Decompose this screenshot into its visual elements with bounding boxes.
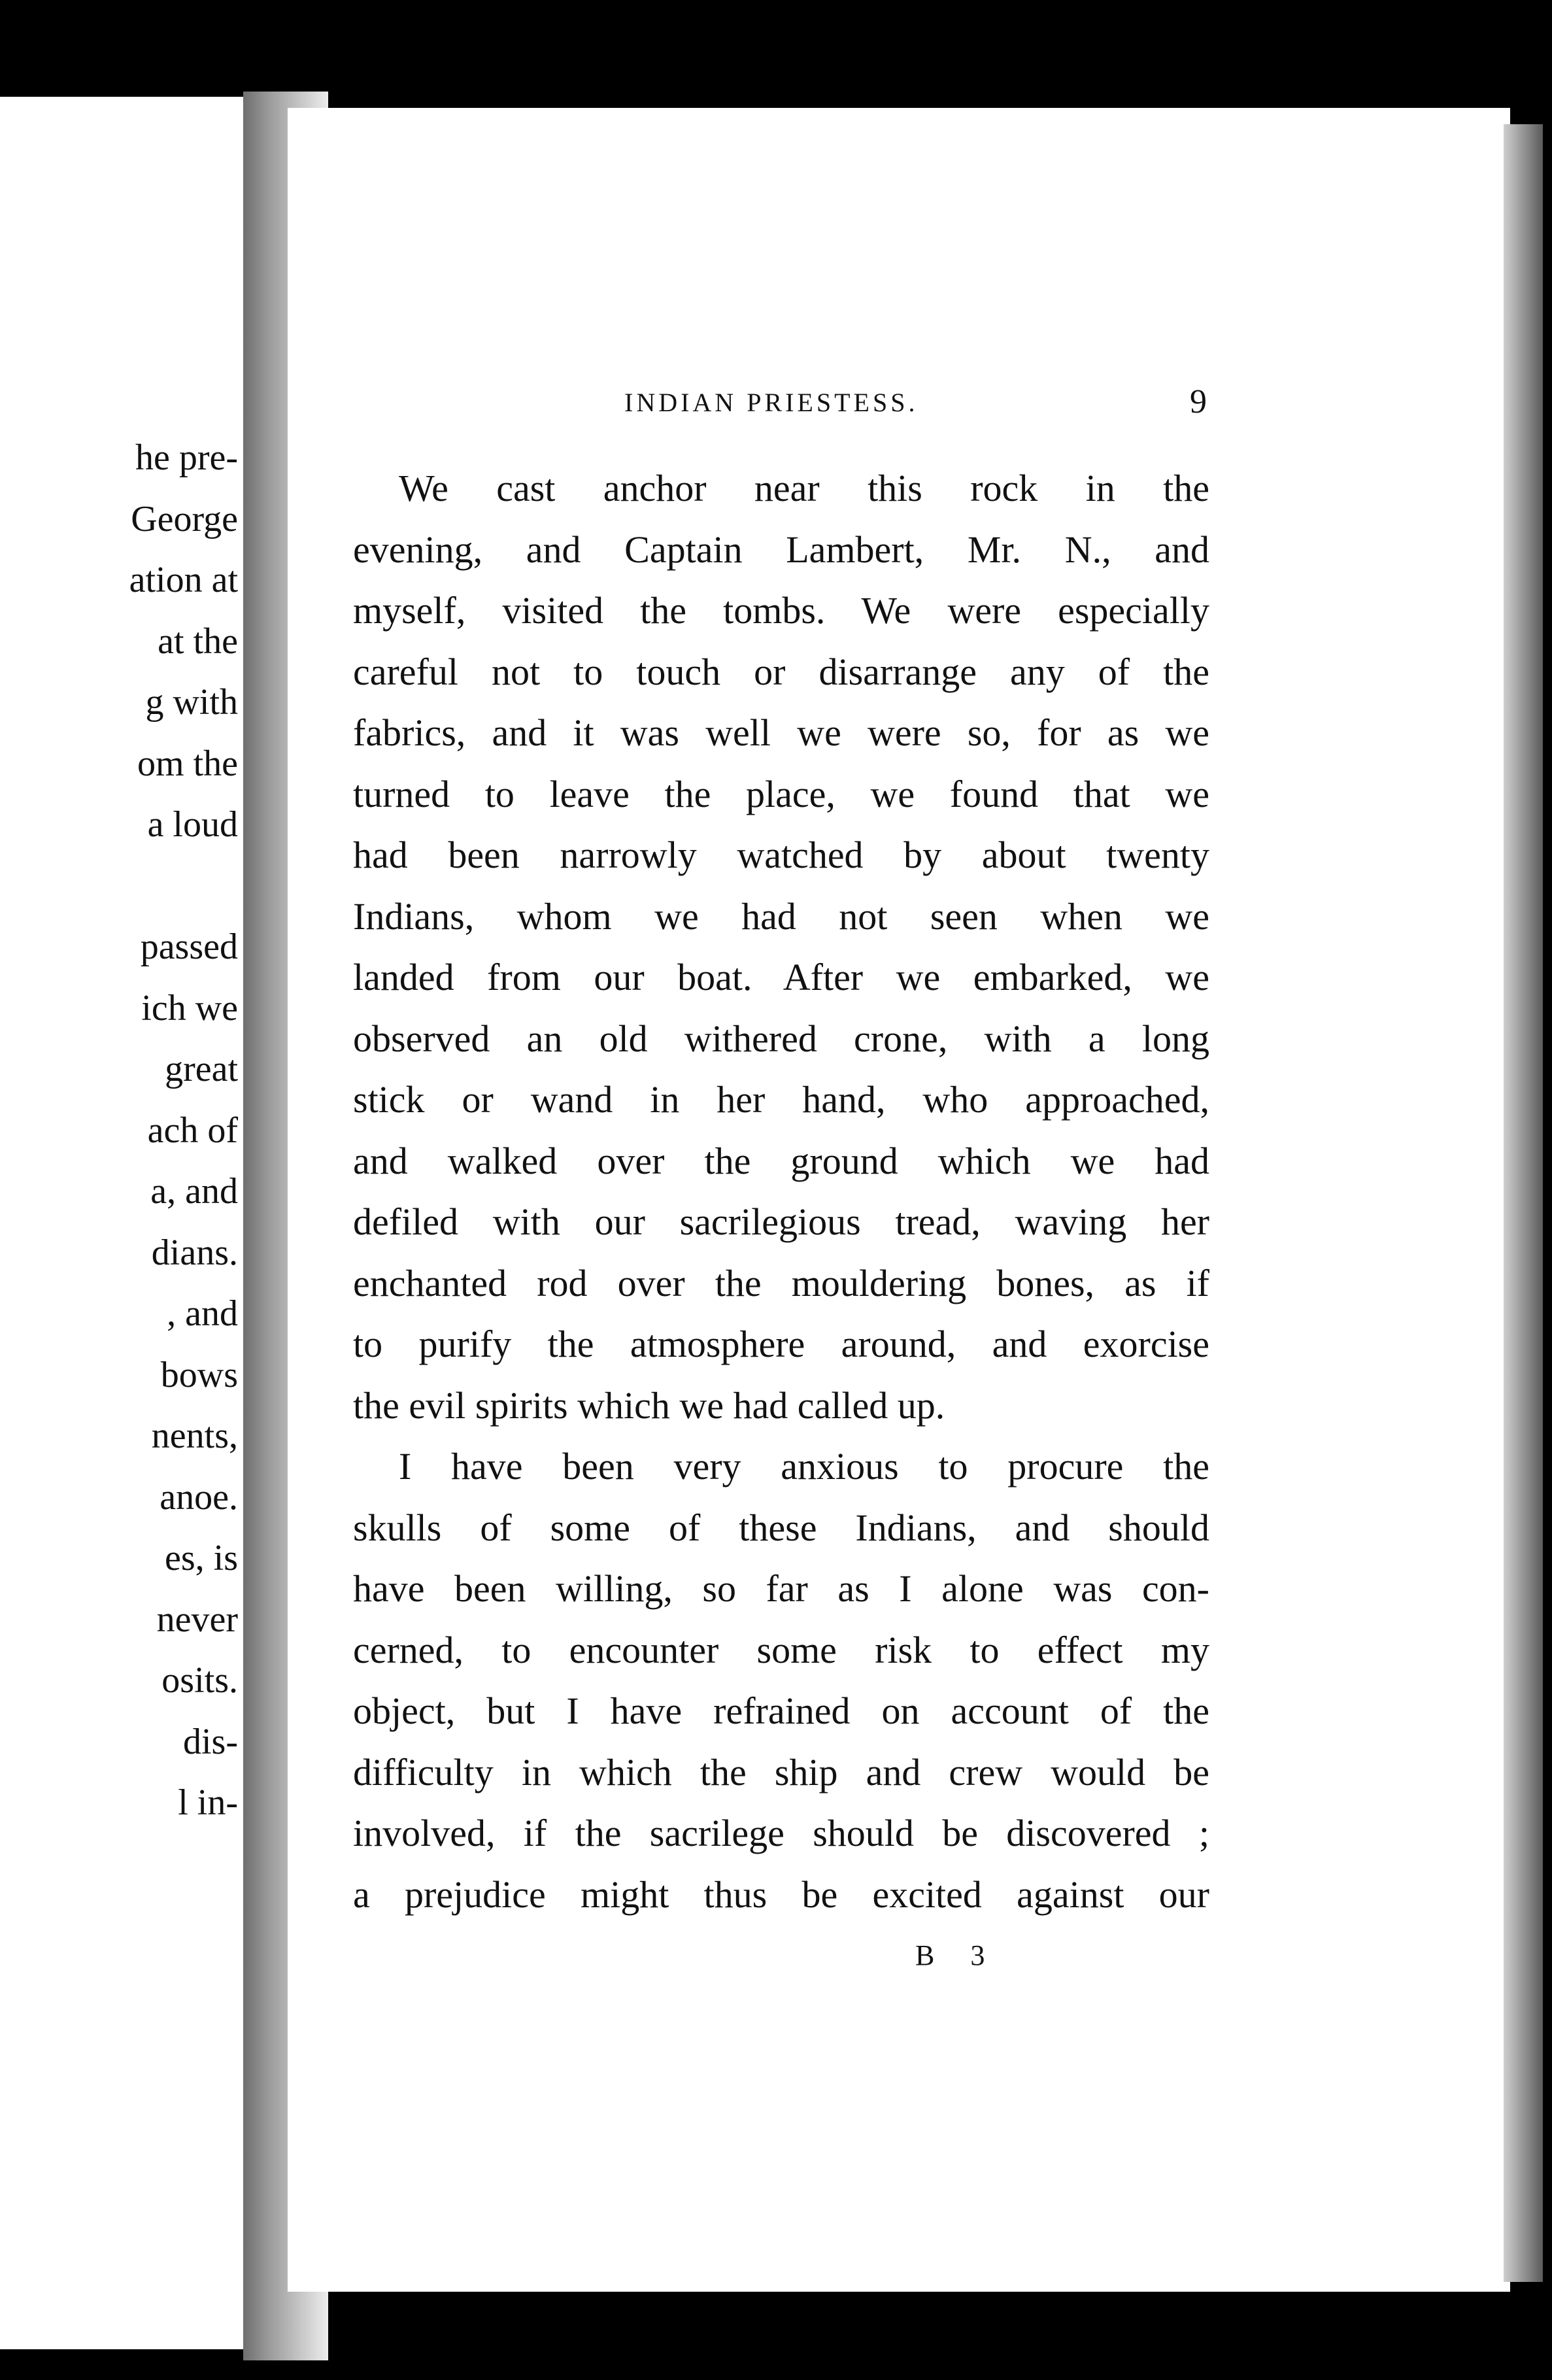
text-line: the evil spirits which we had called up.	[353, 1384, 945, 1427]
left-page-line: om the	[137, 743, 238, 784]
text-line: fabrics, and it was well we were so, for as we	[353, 711, 1209, 754]
text-line: We cast anchor near this rock in the	[399, 467, 1209, 509]
page-number: 9	[1190, 383, 1207, 420]
text-line: I have been very anxious to procure the	[399, 1445, 1209, 1488]
left-page-line: g with	[145, 682, 238, 722]
text-line: a prejudice might thus be excited against our	[353, 1873, 1209, 1916]
text-line: turned to leave the place, we found that we	[353, 772, 1209, 815]
text-line: object, but I have refrained on account of the	[353, 1690, 1209, 1732]
left-page-line: nents,	[151, 1416, 238, 1456]
text-line: Indians, whom we had not seen when we	[353, 894, 1209, 938]
page-edge-shadow	[1504, 124, 1543, 2282]
left-page-text	[0, 437, 243, 2006]
left-page-line: at the	[158, 620, 238, 662]
text-line: skulls of some of these Indians, and should	[353, 1506, 1209, 1549]
running-head: INDIAN PRIESTESS.	[624, 388, 919, 417]
text-line: evening, and Captain Lambert, Mr. N., and	[353, 528, 1209, 571]
left-page-line: passed	[140, 926, 238, 967]
left-page	[0, 97, 246, 2349]
text-line: landed from our boat. After we embarked, we	[353, 956, 1209, 998]
left-page-line: he pre-	[135, 437, 238, 478]
left-page-line: osits.	[161, 1660, 238, 1701]
text-line: had been narrowly watched by about twenty	[353, 834, 1209, 876]
text-line: have been willing, so far as I alone was con-	[353, 1567, 1209, 1610]
left-page-line: , and	[167, 1293, 238, 1334]
left-page-line: dis-	[183, 1721, 238, 1762]
left-page-line: anoe.	[160, 1476, 238, 1518]
text-line: careful not to touch or disarrange any of the	[353, 650, 1209, 693]
text-line: myself, visited the tombs. We were especially	[353, 589, 1209, 632]
body-text	[353, 458, 1209, 1925]
text-line: to purify the atmosphere around, and exorcise	[353, 1323, 1209, 1365]
signature-mark: B 3	[915, 1939, 1000, 1971]
left-page-line: George	[131, 498, 238, 539]
text-line: and walked over the ground which we had	[353, 1139, 1209, 1182]
text-line: difficulty in which the ship and crew would be	[353, 1750, 1209, 1794]
text-line: involved, if the sacrilege should be discovered ;	[353, 1812, 1209, 1854]
left-page-line: great	[165, 1049, 238, 1089]
left-page-line: bows	[160, 1354, 238, 1395]
left-page-line: never	[156, 1599, 238, 1640]
text-line: defiled with our sacrilegious tread, waving her	[353, 1200, 1209, 1243]
left-page-line: l in-	[178, 1782, 238, 1823]
left-page-line: ation at	[129, 560, 238, 600]
left-page-line: ich we	[141, 987, 238, 1028]
text-line: observed an old withered crone, with a long	[353, 1017, 1209, 1060]
text-line: enchanted rod over the mouldering bones, as if	[353, 1261, 1209, 1304]
left-page-line: es, is	[165, 1538, 238, 1578]
text-line: cerned, to encounter some risk to effect my	[353, 1628, 1209, 1671]
left-page-line: a, and	[150, 1171, 238, 1212]
left-page-line: a loud	[147, 804, 238, 845]
text-line: stick or wand in her hand, who approached,	[353, 1078, 1209, 1121]
left-page-line: dians.	[151, 1232, 238, 1273]
left-page-line: ach of	[147, 1110, 238, 1151]
